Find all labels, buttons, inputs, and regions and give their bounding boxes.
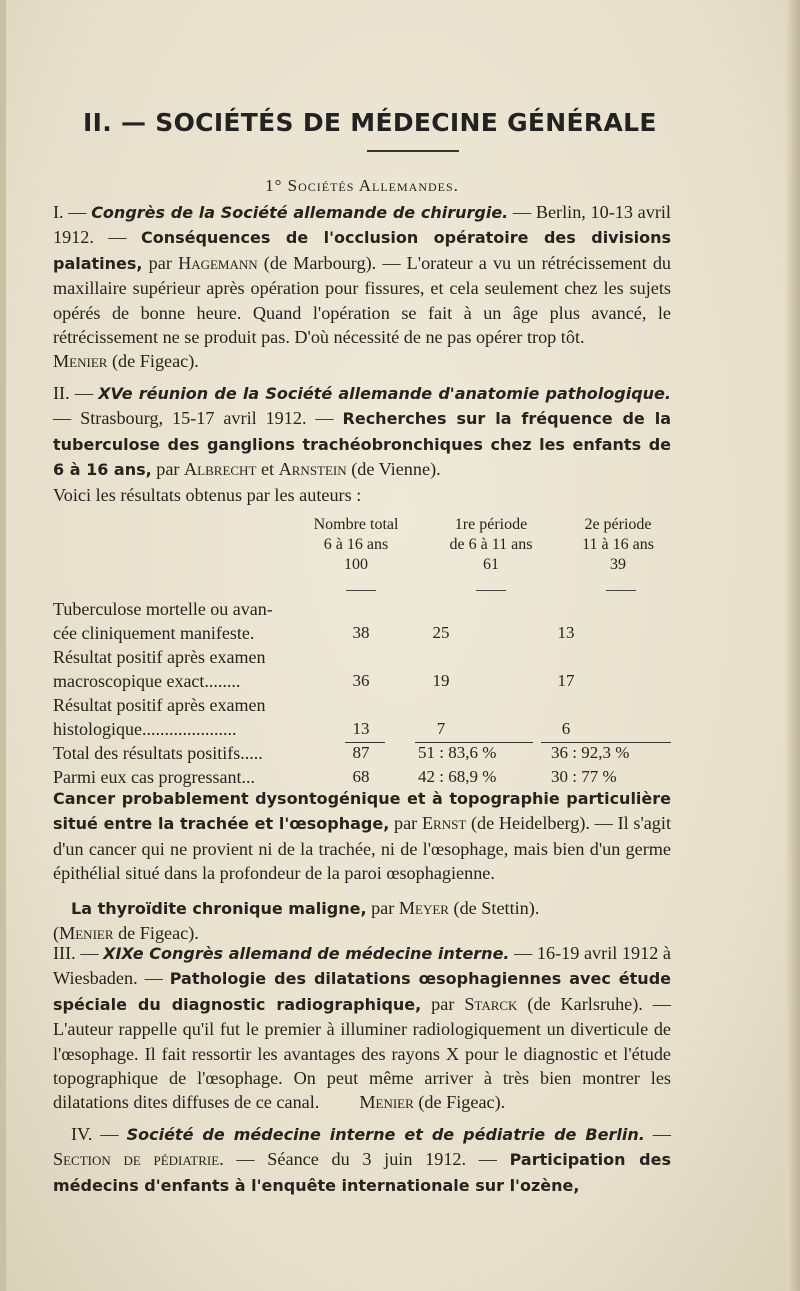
col3-line2: 11 à 16 ans [582,536,654,553]
s6-num: IV. — [71,1124,127,1144]
col1-dash [346,590,376,591]
section-2 [53,381,671,507]
s1-text: (de Marbourg). — L'orateur a vu un rétrécissement du maxillaire supérieur après opération pour fissures, et cela seulement chez les sujets opérés de bonne heure. Quand l'opération se fait à un âge plus avancé, le rétrécissement ne se produit pas. D'où nécessité de ne pas opérer trop tôt. [53,252,672,348]
s1-title: Congrès de la Société allemande de chirurgie. [91,203,509,222]
s6-title: Société de médecine interne et de pédiatrie de Berlin. [126,1125,645,1144]
prog-all: 68 [352,767,370,786]
col3-line3: 39 [610,556,626,573]
s3-rest: (de Heidelberg). — Il s'agit d'un cancer qui ne provient ni de la trachée, ni de l'œsophage, mais bien d'un germe épithélial situé dans la profondeur de la paroi œsophagienne. [53,813,672,884]
row3-p1: 7 [436,719,446,738]
s1-sig-name: Menier [53,351,108,372]
s1-by: par [142,252,179,273]
s6-article: Participation des médecins d'enfants à l'enquête internationale sur l'ozène, [53,1150,671,1195]
total-p2: 36 : 92,3 % [551,743,630,762]
col3-line1: 2e période [584,516,652,533]
row1-label2: cée cliniquement manifeste. [53,623,255,643]
col3-dash [606,590,636,591]
s6-meta2: — Séance du 3 juin 1912. — [223,1149,510,1170]
s4-author: Meyer [398,898,449,918]
section-cancer [53,786,671,886]
col1-line1: Nombre total [313,516,399,533]
col2-line3: 61 [483,556,499,573]
s1-sig-place: (de Figeac). [107,351,199,372]
s5-rest: (de Karlsruhe). — L'auteur rappelle qu'il fut le premier à illuminer radiologiquement un diverticule de l'œsophage. Il fait ressortir les avantages des rayons X pour le diagnostic et l'étude topographique de l'œsophage. On peut même arriver à très bien montrer les dilatations dites diffuses de ce canal. [53,993,671,1113]
s2-author1: Albrecht [184,459,257,480]
row1-p2: 13 [557,623,575,642]
s3-article: Cancer probablement dysontogénique et à topographie particulière situé entre la trachée et l'œsophage, [53,789,671,834]
row1-label1: Tuberculose mortelle ou avan- [53,599,273,619]
section-1 [53,200,671,374]
total-p1: 51 : 83,6 % [418,743,497,762]
prog-p2: 30 : 77 % [551,767,617,786]
col-header-period2 [563,515,673,575]
s6-section: Section de pédiatrie. [53,1149,224,1170]
col-header-total [291,515,421,575]
left-edge [0,0,6,1291]
prog-p1: 42 : 68,9 % [418,767,497,786]
row2-label2: macroscopique exact........ [53,671,241,691]
col1-line2: 6 à 16 ans [323,536,389,553]
s2-and: et [256,459,279,480]
row1-total: 38 [352,623,370,642]
right-edge [786,0,800,1291]
s5-by: par [421,993,465,1014]
s4-sig-place: de Figeac). [118,923,199,944]
s6-meta1: — [644,1124,671,1144]
total-label: Total des résultats positifs..... [53,743,263,763]
row3-label1: Résultat positif après examen [53,695,266,715]
s5-meta: — 16-19 avril 1912 à Wiesbaden. — [53,943,671,989]
row3-p2: 6 [561,719,571,738]
col1-line3: 100 [344,556,368,573]
row2-p1: 19 [432,671,450,690]
row3-total: 13 [352,719,370,738]
row2-label1: Résultat positif après examen [53,647,266,667]
col2-dash [476,590,506,591]
col2-line1: 1re période [454,516,528,533]
s4-sig-name: Menier [59,923,114,944]
s1-meta: — Berlin, 10-13 avril 1912. — [53,202,671,248]
s5-sig-name: Menier [359,1092,414,1113]
heading-rule [367,150,459,152]
row2-p2: 17 [557,671,575,690]
col-header-period1 [431,515,551,575]
s3-author: Ernst [421,813,467,834]
s3-by: par [389,813,422,834]
s2-place: (de Vienne). [346,459,441,480]
s4-article: La thyroïdite chronique maligne, [71,899,367,918]
section-4 [53,1122,671,1198]
page-heading: II. — SOCIÉTÉS DE MÉDECINE GÉNÉRALE [83,108,657,137]
section-thyroid: La thyroïdite chronique maligne, par Meyer (de Stettin). (Menier de Figeac). [53,898,540,944]
prog-label: Parmi eux cas progressant... [53,767,255,787]
col2-line2: de 6 à 11 ans [449,536,533,553]
s2-num: II. — [53,383,99,403]
s5-num: III. — [53,943,104,963]
s1-author: Hagemann [178,252,258,273]
s2-title: XVe réunion de la Société allemande d'anatomie pathologique. [98,384,671,403]
s5-author: Starck [464,993,518,1014]
s2-by: par [151,459,185,480]
s2-intro: Voici les résultats obtenus par les auteurs : [53,484,362,505]
s1-article: Conséquences de l'occlusion opératoire des divisions palatines, [53,228,672,273]
s2-author2: Arnstein [278,459,347,480]
s2-meta: — Strasbourg, 15-17 avril 1912. — [53,408,343,429]
row2-total: 36 [352,671,370,690]
row3-label2: histologique..................... [53,719,237,739]
row1-p1: 25 [432,623,450,642]
s4-by: par [366,898,399,918]
s1-num: I. — [53,202,92,222]
s4-place: (de Stettin). [448,898,540,918]
s5-article: Pathologie des dilatations œsophagiennes avec étude spéciale du diagnostic radiographique, [53,969,671,1014]
total-all: 87 [352,743,370,762]
subheading: 1° Sociétés Allemandes. [265,176,459,195]
section-3 [53,941,671,1115]
s5-title: XIXe Congrès allemand de médecine interne. [103,944,510,963]
s5-sig-place: (de Figeac). [413,1092,506,1113]
s2-article: Recherches sur la fréquence de la tuberculose des ganglions trachéobronchiques chez les enfants de 6 à 16 ans, [53,409,671,480]
